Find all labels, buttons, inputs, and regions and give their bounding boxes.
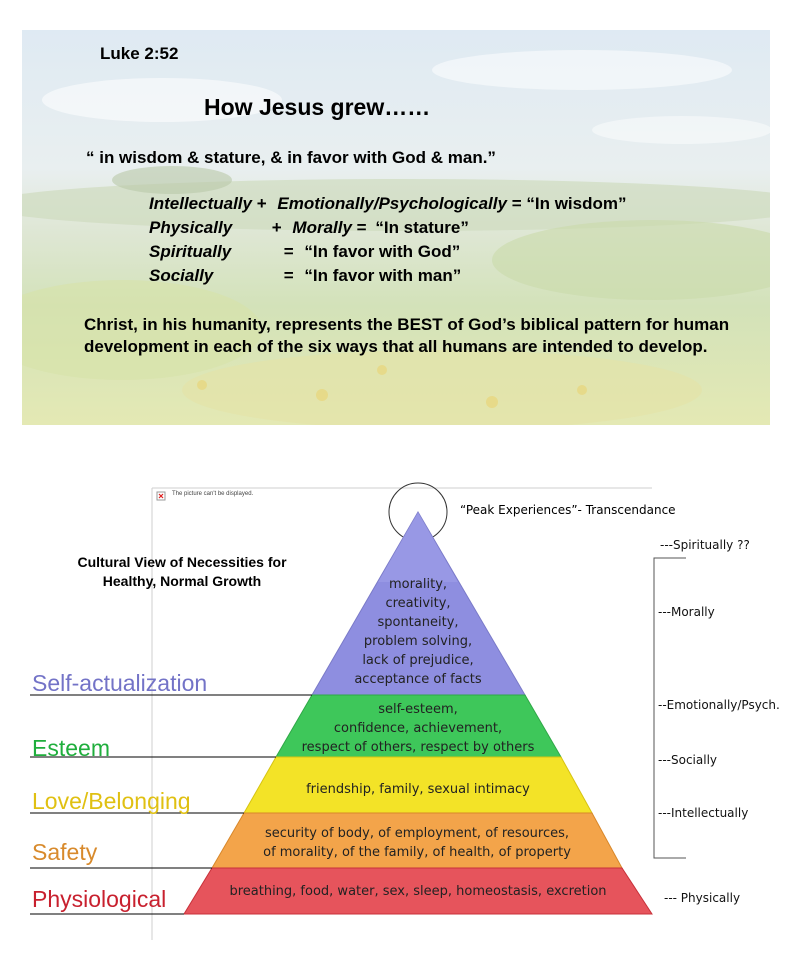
tier-text-line: security of body, of employment, of resources, bbox=[264, 826, 569, 841]
maslow-diagram bbox=[0, 430, 792, 960]
slide-heading: How Jesus grew…… bbox=[204, 94, 431, 120]
tier-text-line: morality, bbox=[388, 577, 448, 592]
side-label-socially: ---Socially bbox=[658, 753, 718, 767]
equation-result: “In favor with God” bbox=[304, 242, 461, 261]
side-label-physically: --- Physically bbox=[664, 891, 741, 905]
tier-text-line: confidence, achievement, bbox=[333, 721, 503, 736]
tier-text-line: of morality, of the family, of health, of property bbox=[263, 845, 571, 860]
tier-text-line: creativity, bbox=[385, 596, 451, 611]
tier-text-self-actualization bbox=[318, 575, 518, 689]
level-label-self-actualization: Self-actualization bbox=[32, 670, 208, 696]
tier-text-physiological bbox=[198, 882, 638, 901]
level-label-physiological: Physiological bbox=[32, 886, 167, 912]
equation-operator: = bbox=[283, 266, 294, 285]
peak-experiences-label: “Peak Experiences”- Transcendance bbox=[460, 503, 676, 517]
tier-text-love-belonging bbox=[268, 780, 568, 799]
tier-text-line: spontaneity, bbox=[377, 615, 459, 630]
diagram-subtitle: Healthy, Normal Growth bbox=[102, 573, 262, 589]
equation-middle: Morally bbox=[292, 218, 352, 237]
tier-text-line: lack of prejudice, bbox=[362, 653, 474, 668]
tier-text-line: self-esteem, bbox=[378, 702, 458, 717]
equation-operator: + bbox=[256, 194, 267, 213]
equation-operator: = bbox=[511, 194, 522, 213]
equation-left: Physically bbox=[149, 218, 233, 237]
side-label-morally: ---Morally bbox=[658, 605, 715, 619]
equation-left: Spiritually bbox=[149, 242, 232, 261]
level-label-love-belonging: Love/Belonging bbox=[32, 788, 191, 814]
equation-row bbox=[149, 266, 461, 286]
side-label-emotionally: --Emotionally/Psych. bbox=[658, 698, 780, 712]
equation-result: “In stature” bbox=[375, 218, 469, 237]
equation-operator: = bbox=[356, 218, 367, 237]
level-label-safety: Safety bbox=[32, 839, 98, 865]
diagram-title: Cultural View of Necessities for bbox=[77, 554, 287, 570]
tier-text-line: acceptance of facts bbox=[354, 672, 482, 687]
equation-left: Intellectually bbox=[149, 194, 252, 213]
equation-operator: = bbox=[283, 242, 294, 261]
equation-middle: Emotionally/Psychologically bbox=[277, 194, 507, 213]
equation-operator: + bbox=[271, 218, 282, 237]
equation-result: “In favor with man” bbox=[304, 266, 462, 285]
tier-text-line: problem solving, bbox=[363, 634, 473, 649]
tier-text-line: respect of others, respect by others bbox=[301, 740, 535, 755]
equation-row bbox=[149, 242, 460, 262]
scripture-reference: Luke 2:52 bbox=[100, 44, 179, 63]
scripture-slide bbox=[22, 30, 770, 425]
tier-text-line: friendship, family, sexual intimacy bbox=[306, 782, 530, 797]
summary-paragraph: Christ, in his humanity, represents the BEST of God’s biblical pattern for human development in each of the six ways that all humans are intended to develop. bbox=[84, 315, 730, 356]
tier-text-line: breathing, food, water, sex, sleep, homeostasis, excretion bbox=[229, 884, 607, 899]
level-label-esteem: Esteem bbox=[32, 735, 110, 761]
scripture-quote: “ in wisdom & stature, & in favor with God & man.” bbox=[86, 148, 496, 167]
tier-text-esteem bbox=[283, 700, 553, 757]
equation-row bbox=[149, 218, 469, 238]
equation-result: “In wisdom” bbox=[526, 194, 627, 213]
equation-left: Socially bbox=[149, 266, 214, 285]
side-label-intellectually: ---Intellectually bbox=[658, 806, 749, 820]
side-label-spiritually: ---Spiritually ?? bbox=[660, 538, 750, 552]
tier-text-safety bbox=[232, 824, 602, 862]
broken-image-text: The picture can't be displayed. bbox=[172, 491, 254, 497]
equation-row bbox=[149, 194, 627, 214]
